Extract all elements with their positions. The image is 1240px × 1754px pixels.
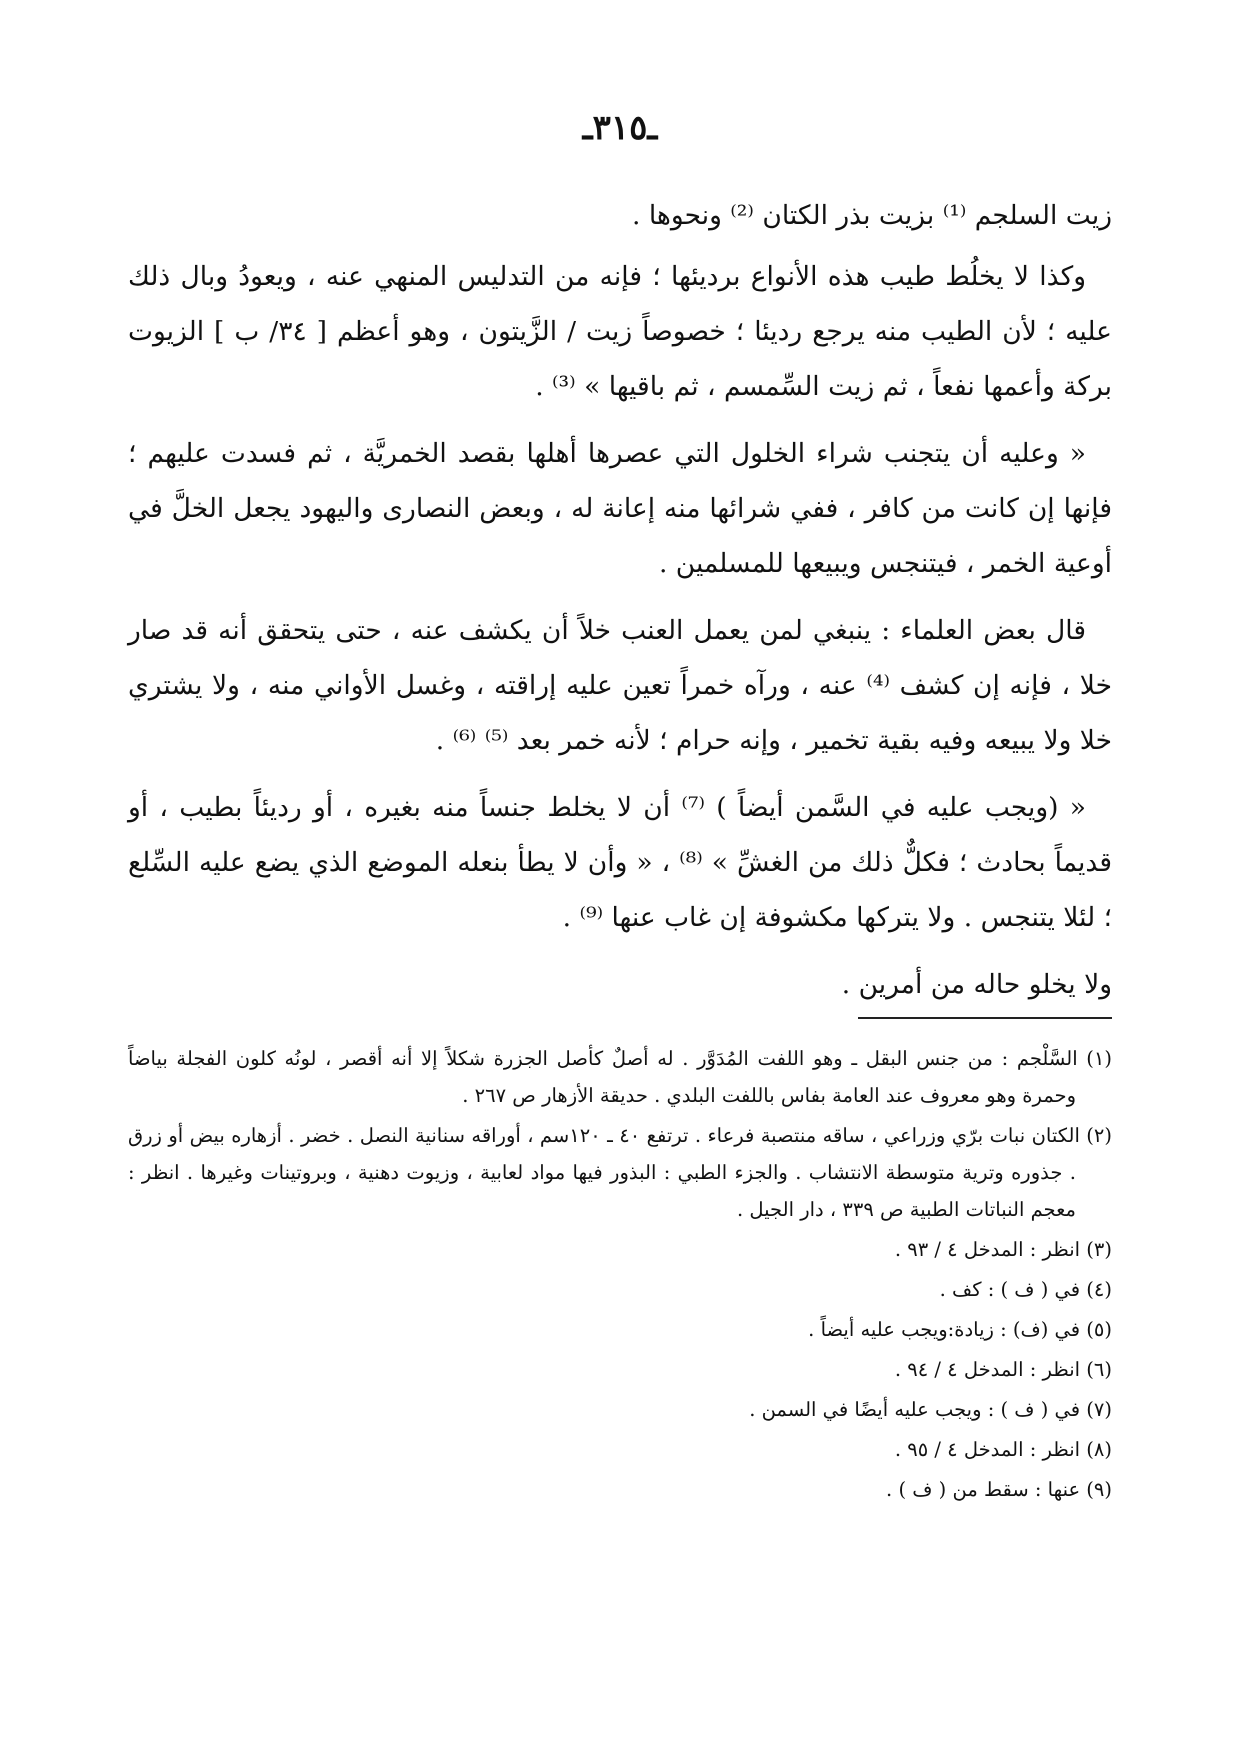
footnote: (٤) في ( ف ) : كف . bbox=[939, 1278, 1112, 1301]
closing-line: ولا يخلو حاله من أمرين . bbox=[841, 969, 1112, 1000]
main-text bbox=[128, 188, 1112, 1024]
footnote-divider bbox=[858, 1017, 1112, 1019]
page-number: ـ٣١٥ـ bbox=[582, 108, 658, 148]
paragraph: « (ويجب عليه في السَّمن أيضاً ) ⁽⁷⁾ أن لا يخلط جنساً منه بغيره ، أو رديئاً بطيب ، أو قديماً بحادث ؛ فكلٌّ ذلك من الغشِّ » ⁽⁸⁾ ، « وأن لا يطأ بنعله الموضع الذي يضع عليه السِّلع ؛ لئلا يتنجس . ولا يتركها مكشوفة إن غاب عنها ⁽⁹⁾ . bbox=[128, 792, 1113, 933]
footnote: (٧) في ( ف ) : ويجب عليه أيضًا في السمن . bbox=[749, 1398, 1112, 1421]
footnote: (٦) انظر : المدخل ٤ / ٩٤ . bbox=[894, 1358, 1112, 1381]
footnote: (٣) انظر : المدخل ٤ / ٩٣ . bbox=[894, 1238, 1112, 1261]
footnote: (٩) عنها : سقط من ( ف ) . bbox=[886, 1478, 1112, 1501]
footnote: (٥) في (ف) : زيادة:ويجب عليه أيضاً . bbox=[808, 1318, 1112, 1341]
footnote: (٨) انظر : المدخل ٤ / ٩٥ . bbox=[894, 1438, 1112, 1461]
opening-line: زيت السلجم ⁽¹⁾ بزيت بذر الكتان ⁽²⁾ ونحوها . bbox=[632, 200, 1112, 231]
paragraph: قال بعض العلماء : ينبغي لمن يعمل العنب خلاً أن يكشف عنه ، حتى يتحقق أنه قد صار خلا ، فإنه إن كشف ⁽⁴⁾ عنه ، ورآه خمراً تعين عليه إراقته ، وغسل الأواني منه ، ولا يشتري خلا ولا يبيعه وفيه بقية تخمير ، وإنه حرام ؛ لأنه خمر بعد ⁽⁵⁾ ⁽⁶⁾ . bbox=[128, 615, 1112, 756]
paragraph: « وعليه أن يتجنب شراء الخلول التي عصرها أهلها بقصد الخمريَّة ، ثم فسدت عليهم ؛ فإنها إن كانت من كافر ، ففي شرائها منه إعانة له ، وبعض النصارى واليهود يجعل الخلَّ في أوعية الخمر ، فيتنجس ويبيعها للمسلمين . bbox=[128, 438, 1112, 579]
footnotes bbox=[128, 1040, 1112, 1511]
footnote: (٢) الكتان نبات برّي وزراعي ، ساقه منتصبة فرعاء . ترتفع ٤٠ ـ ١٢٠سم ، أوراقه سنانية النصل . خضر . أزهاره بيض أو زرق . جذوره وترية متوسطة الانتشاب . والجزء الطبي : البذور فيها مواد لعابية ، وزيوت دهنية ، وبروتينات وغيرها . انظر : معجم النباتات الطبية ص ٣٣٩ ، دار الجيل . bbox=[128, 1124, 1112, 1221]
footnote: (١) السَّلْجم : من جنس البقل ـ وهو اللفت المُدَوَّر . له أصلٌ كأصل الجزرة شكلاً إلا أنه أقصر ، لونُه كلون الفجلة بياضاً وحمرة وهو معروف عند العامة بفاس باللفت البلدي . حديقة الأزهار ص ٢٦٧ . bbox=[128, 1047, 1112, 1107]
paragraph: وكذا لا يخلُط طيب هذه الأنواع برديئها ؛ فإنه من التدليس المنهي عنه ، ويعودُ وبال ذلك عليه ؛ لأن الطيب منه يرجع رديئا ؛ خصوصاً زيت / الزَّيتون ، وهو أعظم [ ٣٤/ ب ] الزيوت بركة وأعمها نفعاً ، ثم زيت السِّمسم ، ثم باقيها » ⁽³⁾ . bbox=[128, 261, 1112, 402]
